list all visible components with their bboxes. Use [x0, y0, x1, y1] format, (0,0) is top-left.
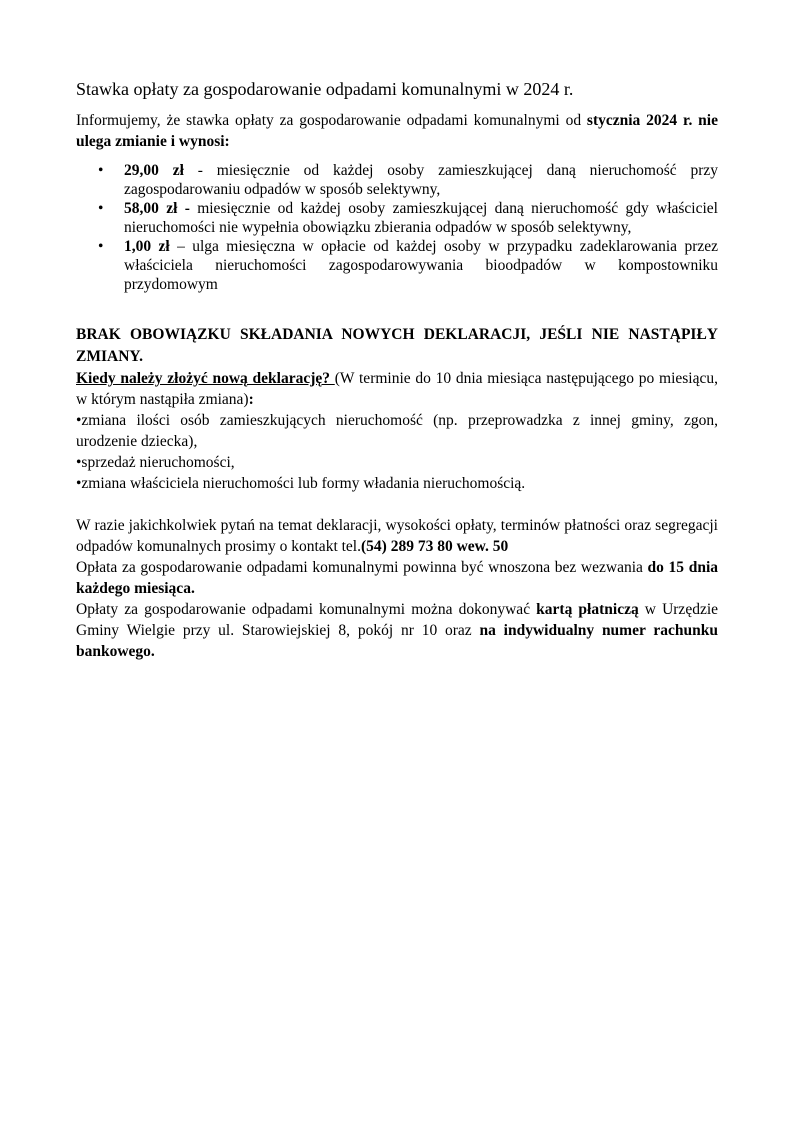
declaration-when-text: (W terminie do 10 dnia miesiąca następującego po miesiącu, w którym nastąpiła zmiana)	[76, 370, 718, 408]
bullet-icon: •	[98, 162, 104, 179]
payment-deadline-bold: do 15 dnia każdego miesiąca.	[76, 559, 719, 597]
rate-amount: 58,00 zł -	[124, 200, 190, 217]
intro-bold-text: stycznia 2024 r. nie ulega zmianie i wynosi:	[76, 112, 718, 150]
declaration-item: •zmiana właściciela nieruchomości lub formy władania nieruchomością.	[76, 475, 526, 492]
declaration-item: •zmiana ilości osób zamieszkujących nieruchomość (np. przeprowadzka z innej gminy, zgon, urodzenie dziecka),	[76, 412, 718, 450]
declaration-when-colon: :	[248, 391, 254, 408]
payment-deadline-text: Opłata za gospodarowanie odpadami komunalnymi powinna być wnoszona bez wezwania	[76, 559, 648, 576]
declaration-heading: BRAK OBOWIĄZKU SKŁADANIA NOWYCH DEKLARACJI, JEŚLI NIE NASTĄPIŁY ZMIANY.	[76, 326, 718, 365]
spacer	[76, 494, 718, 515]
document-page	[76, 78, 718, 662]
declaration-when-paragraph	[76, 368, 718, 410]
declaration-when-label: Kiedy należy złożyć nową deklarację?	[76, 370, 335, 387]
rate-description: - miesięcznie od każdej osoby zamieszkującej daną nieruchomość przy zagospodarowaniu odpadów w sposób selektywny,	[124, 162, 718, 198]
declaration-item: •sprzedaż nieruchomości,	[76, 454, 235, 471]
bullet-icon: •	[98, 200, 104, 217]
payment-deadline-paragraph	[76, 557, 718, 599]
rate-amount: 1,00 zł	[124, 238, 170, 255]
contact-paragraph	[76, 515, 718, 557]
document-title: Stawka opłaty za gospodarowanie odpadami komunalnymi w 2024 r.	[76, 79, 574, 99]
payment-methods-location: w Urzędzie Gminy Wielgie przy ul. Starowiejskiej 8, pokój nr 10 oraz	[76, 601, 719, 639]
intro-paragraph	[76, 110, 718, 152]
rates-list	[76, 161, 718, 294]
payment-card-bold: kartą płatniczą	[536, 601, 639, 618]
bullet-icon: •	[98, 238, 104, 255]
spacer	[76, 294, 718, 324]
contact-phone: (54) 289 73 80 wew. 50	[361, 538, 509, 555]
rate-item	[98, 237, 718, 294]
payment-methods-text: Opłaty za gospodarowanie odpadami komunalnymi można dokonywać	[76, 601, 537, 618]
rate-item	[98, 161, 718, 199]
payment-methods-paragraph	[76, 599, 718, 662]
rate-description: – ulga miesięczna w opłacie od każdej osoby w przypadku zadeklarowania przez właściciela nieruchomości zagospodarowywania bioodpadów w kompostowniku przydomowym	[124, 238, 718, 293]
payment-account-bold: na indywidualny numer rachunku bankowego.	[76, 622, 718, 660]
contact-text: W razie jakichkolwiek pytań na temat deklaracji, wysokości opłaty, terminów płatności oraz segregacji odpadów komunalnych prosimy o kontakt tel.	[76, 517, 718, 555]
rate-amount: 29,00 zł	[124, 162, 184, 179]
intro-text: Informujemy, że stawka opłaty za gospodarowanie odpadami komunalnymi od	[76, 112, 587, 129]
rate-description: miesięcznie od każdej osoby zamieszkującej daną nieruchomość gdy właściciel nieruchomości nie wypełnia obowiązku zbierania odpadów w sposób selektywny,	[124, 200, 718, 236]
rate-item	[98, 199, 718, 237]
